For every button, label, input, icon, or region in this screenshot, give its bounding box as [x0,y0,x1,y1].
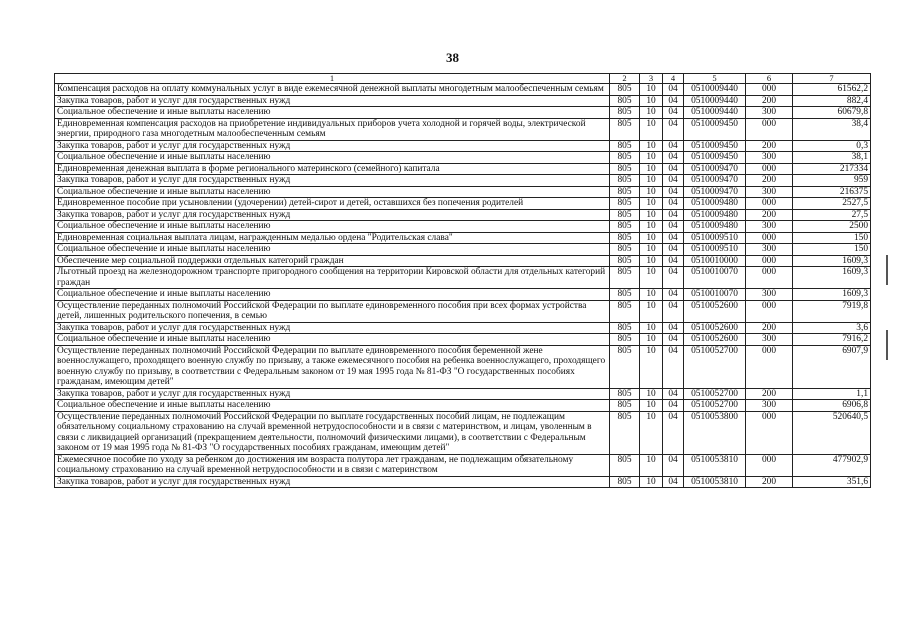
row-c2-cell: 805 [610,454,640,476]
row-c4-cell: 04 [663,300,684,322]
row-name-cell: Ежемесячное пособие по уходу за ребенком до достижения им возраста полутора лет гражданам, не подлежащим обязательному социальному страхованию на случай временной нетрудоспособности и в связи с материнством [55,454,610,476]
row-c2-cell: 805 [610,345,640,388]
row-c7-cell: 216375 [793,186,871,198]
row-c5-cell: 0510009440 [684,107,746,119]
row-c7-cell: 6906,8 [793,400,871,412]
row-c5-cell: 0510053810 [684,476,746,488]
row-name-cell: Единовременная компенсация расходов на приобретение индивидуальных приборов учета холодной и горячей воды, электрической энергии, природного газа многодетным малообеспеченным семьям [55,118,610,140]
row-c5-cell: 0510052700 [684,400,746,412]
row-name-cell: Социальное обеспечение и иные выплаты населению [55,221,610,233]
row-c5-cell: 0510010070 [684,289,746,301]
table-row [55,454,871,476]
row-name-cell: Осуществление переданных полномочий Российской Федерации по выплате государственных пособий лицам, не подлежащим обязательному социальному страхованию на случай временной нетрудоспособности и в связи с материнством, и лицам, уволенным в связи с ликвидацией организаций (прекращением деятельности, полномочий физическими лицами), в соответствии с Федеральным законом от 19 мая 1995 года № 81-ФЗ "О государственных пособиях гражданам, имеющим детей" [55,411,610,454]
row-c6-cell: 300 [746,334,793,346]
row-c4-cell: 04 [663,345,684,388]
row-c6-cell: 000 [746,454,793,476]
row-c3-cell: 10 [640,411,663,454]
table-row [55,209,871,221]
row-c3-cell: 10 [640,152,663,164]
row-c3-cell: 10 [640,95,663,107]
table-row [55,255,871,267]
row-c3-cell: 10 [640,232,663,244]
row-c2-cell: 805 [610,334,640,346]
row-c6-cell: 300 [746,221,793,233]
row-name-cell: Закупка товаров, работ и услуг для государственных нужд [55,476,610,488]
row-c2-cell: 805 [610,300,640,322]
row-c6-cell: 300 [746,400,793,412]
row-c3-cell: 10 [640,163,663,175]
row-c5-cell: 0510009480 [684,198,746,210]
table-row [55,476,871,488]
table-row [55,84,871,96]
row-c4-cell: 04 [663,163,684,175]
row-c7-cell: 61562,2 [793,84,871,96]
row-c7-cell: 150 [793,244,871,256]
row-c4-cell: 04 [663,476,684,488]
row-c7-cell: 351,6 [793,476,871,488]
table-body [55,84,871,488]
row-c4-cell: 04 [663,334,684,346]
row-c5-cell: 0510009440 [684,84,746,96]
row-c6-cell: 300 [746,289,793,301]
row-c6-cell: 200 [746,388,793,400]
row-c3-cell: 10 [640,400,663,412]
row-c3-cell: 10 [640,221,663,233]
row-c6-cell: 000 [746,198,793,210]
row-c6-cell: 300 [746,152,793,164]
row-c7-cell: 1,1 [793,388,871,400]
table-row [55,95,871,107]
table-row [55,400,871,412]
row-c3-cell: 10 [640,107,663,119]
column-header: 4 [663,74,684,84]
table-row [55,322,871,334]
row-c2-cell: 805 [610,388,640,400]
row-name-cell: Единовременная социальная выплата лицам, награжденным медалью ордена "Родительская слава" [55,232,610,244]
row-c6-cell: 200 [746,95,793,107]
row-name-cell: Закупка товаров, работ и услуг для государственных нужд [55,388,610,400]
row-c3-cell: 10 [640,198,663,210]
row-name-cell: Компенсация расходов на оплату коммунальных услуг в виде ежемесячной денежной выплаты многодетным малообеспеченным семьям [55,84,610,96]
column-header: 7 [793,74,871,84]
row-c6-cell: 000 [746,255,793,267]
row-c3-cell: 10 [640,454,663,476]
row-c6-cell: 000 [746,411,793,454]
row-c4-cell: 04 [663,255,684,267]
budget-table-container [54,73,870,488]
margin-mark [886,330,888,360]
row-name-cell: Закупка товаров, работ и услуг для государственных нужд [55,175,610,187]
table-row [55,267,871,289]
row-name-cell: Осуществление переданных полномочий Российской Федерации по выплате единовременного пособия беременной жене военнослужащего, проходящего военную службу по призыву, а также ежемесячного пособия на ребенка военнослужащего, проходящего военную службу по призыву, в соответствии с Федеральным законом от 19 мая 1995 года № 81-ФЗ "О государственных пособиях гражданам, имеющим детей" [55,345,610,388]
row-c3-cell: 10 [640,267,663,289]
table-row [55,163,871,175]
row-c7-cell: 60679,8 [793,107,871,119]
row-c5-cell: 0510052700 [684,345,746,388]
row-c6-cell: 200 [746,476,793,488]
budget-table [54,73,871,488]
column-header: 5 [684,74,746,84]
row-c4-cell: 04 [663,388,684,400]
row-name-cell: Социальное обеспечение и иные выплаты населению [55,186,610,198]
row-name-cell: Льготный проезд на железнодорожном транспорте пригородного сообщения на территории Кировской области для отдельных категорий граждан [55,267,610,289]
row-c4-cell: 04 [663,118,684,140]
row-c5-cell: 0510009470 [684,163,746,175]
row-c6-cell: 200 [746,175,793,187]
row-c4-cell: 04 [663,186,684,198]
row-c3-cell: 10 [640,209,663,221]
row-c4-cell: 04 [663,232,684,244]
row-name-cell: Социальное обеспечение и иные выплаты населению [55,289,610,301]
row-c4-cell: 04 [663,244,684,256]
row-c2-cell: 805 [610,118,640,140]
table-row [55,175,871,187]
row-c2-cell: 805 [610,411,640,454]
row-c5-cell: 0510009450 [684,118,746,140]
row-c5-cell: 0510052700 [684,388,746,400]
row-c7-cell: 520640,5 [793,411,871,454]
row-c2-cell: 805 [610,267,640,289]
table-row [55,232,871,244]
row-c7-cell: 2527,5 [793,198,871,210]
row-c4-cell: 04 [663,411,684,454]
row-c3-cell: 10 [640,84,663,96]
row-c6-cell: 000 [746,232,793,244]
row-c2-cell: 805 [610,84,640,96]
row-c7-cell: 0,3 [793,140,871,152]
row-c6-cell: 000 [746,163,793,175]
row-c7-cell: 7916,2 [793,334,871,346]
row-c4-cell: 04 [663,175,684,187]
row-c2-cell: 805 [610,232,640,244]
row-c5-cell: 0510052600 [684,334,746,346]
row-c5-cell: 0510010000 [684,255,746,267]
row-c4-cell: 04 [663,107,684,119]
row-c5-cell: 0510053810 [684,454,746,476]
row-c6-cell: 200 [746,322,793,334]
row-c7-cell: 959 [793,175,871,187]
row-c2-cell: 805 [610,186,640,198]
row-c7-cell: 150 [793,232,871,244]
row-c3-cell: 10 [640,140,663,152]
row-c7-cell: 3,6 [793,322,871,334]
row-c6-cell: 000 [746,267,793,289]
row-c5-cell: 0510010070 [684,267,746,289]
row-c4-cell: 04 [663,400,684,412]
row-name-cell: Социальное обеспечение и иные выплаты населению [55,152,610,164]
row-name-cell: Закупка товаров, работ и услуг для государственных нужд [55,140,610,152]
row-name-cell: Единовременная денежная выплата в форме регионального материнского (семейного) капитала [55,163,610,175]
row-name-cell: Социальное обеспечение и иные выплаты населению [55,334,610,346]
table-row [55,345,871,388]
row-c2-cell: 805 [610,107,640,119]
row-name-cell: Закупка товаров, работ и услуг для государственных нужд [55,209,610,221]
row-c2-cell: 805 [610,95,640,107]
row-c3-cell: 10 [640,345,663,388]
row-c5-cell: 0510053800 [684,411,746,454]
row-c4-cell: 04 [663,267,684,289]
row-c4-cell: 04 [663,221,684,233]
row-c4-cell: 04 [663,140,684,152]
row-c3-cell: 10 [640,186,663,198]
column-header: 6 [746,74,793,84]
row-c2-cell: 805 [610,140,640,152]
row-c5-cell: 0510009440 [684,95,746,107]
row-c6-cell: 300 [746,244,793,256]
row-c7-cell: 2500 [793,221,871,233]
row-c6-cell: 300 [746,186,793,198]
row-c3-cell: 10 [640,175,663,187]
row-name-cell: Социальное обеспечение и иные выплаты населению [55,400,610,412]
column-header: 1 [55,74,610,84]
column-header: 3 [640,74,663,84]
row-c3-cell: 10 [640,476,663,488]
row-c4-cell: 04 [663,209,684,221]
row-c7-cell: 217334 [793,163,871,175]
row-c6-cell: 200 [746,140,793,152]
row-c2-cell: 805 [610,163,640,175]
row-c2-cell: 805 [610,152,640,164]
row-c2-cell: 805 [610,476,640,488]
table-row [55,198,871,210]
table-row [55,152,871,164]
row-c5-cell: 0510009510 [684,232,746,244]
row-c3-cell: 10 [640,388,663,400]
row-c2-cell: 805 [610,255,640,267]
table-row [55,388,871,400]
row-c5-cell: 0510009450 [684,152,746,164]
table-row [55,221,871,233]
row-c5-cell: 0510052600 [684,300,746,322]
row-c5-cell: 0510052600 [684,322,746,334]
row-c5-cell: 0510009450 [684,140,746,152]
page-number: 38 [446,50,459,65]
table-row [55,118,871,140]
row-c6-cell: 200 [746,209,793,221]
row-c4-cell: 04 [663,289,684,301]
row-c2-cell: 805 [610,244,640,256]
row-c5-cell: 0510009470 [684,186,746,198]
row-c6-cell: 000 [746,300,793,322]
row-c3-cell: 10 [640,244,663,256]
row-c5-cell: 0510009480 [684,221,746,233]
row-c7-cell: 477902,9 [793,454,871,476]
row-c7-cell: 1609,3 [793,255,871,267]
row-c2-cell: 805 [610,400,640,412]
row-c3-cell: 10 [640,322,663,334]
row-c2-cell: 805 [610,221,640,233]
table-row [55,140,871,152]
row-name-cell: Закупка товаров, работ и услуг для государственных нужд [55,322,610,334]
row-c4-cell: 04 [663,152,684,164]
row-c6-cell: 300 [746,107,793,119]
row-name-cell: Единовременное пособие при усыновлении (удочерении) детей-сирот и детей, оставшихся без попечения родителей [55,198,610,210]
row-c2-cell: 805 [610,209,640,221]
row-c5-cell: 0510009470 [684,175,746,187]
row-c5-cell: 0510009510 [684,244,746,256]
row-c2-cell: 805 [610,322,640,334]
table-row [55,289,871,301]
row-c3-cell: 10 [640,334,663,346]
row-c4-cell: 04 [663,454,684,476]
row-name-cell: Осуществление переданных полномочий Российской Федерации по выплате единовременного пособия при всех формах устройства детей, лишенных родительского попечения, в семью [55,300,610,322]
row-c7-cell: 27,5 [793,209,871,221]
row-name-cell: Социальное обеспечение и иные выплаты населению [55,244,610,256]
row-c6-cell: 000 [746,84,793,96]
column-header: 2 [610,74,640,84]
row-name-cell: Закупка товаров, работ и услуг для государственных нужд [55,95,610,107]
row-c7-cell: 882,4 [793,95,871,107]
row-c4-cell: 04 [663,322,684,334]
column-number-row [55,74,871,84]
row-c3-cell: 10 [640,118,663,140]
row-c2-cell: 805 [610,289,640,301]
row-c7-cell: 38,1 [793,152,871,164]
row-c2-cell: 805 [610,175,640,187]
row-name-cell: Обеспечение мер социальной поддержки отдельных категорий граждан [55,255,610,267]
row-c4-cell: 04 [663,95,684,107]
row-c6-cell: 000 [746,345,793,388]
table-row [55,244,871,256]
table-row [55,334,871,346]
row-c6-cell: 000 [746,118,793,140]
row-c3-cell: 10 [640,255,663,267]
row-c7-cell: 7919,8 [793,300,871,322]
row-c7-cell: 6907,9 [793,345,871,388]
row-name-cell: Социальное обеспечение и иные выплаты населению [55,107,610,119]
row-c2-cell: 805 [610,198,640,210]
row-c7-cell: 1609,3 [793,267,871,289]
table-row [55,107,871,119]
margin-mark [886,255,888,285]
row-c7-cell: 38,4 [793,118,871,140]
row-c5-cell: 0510009480 [684,209,746,221]
row-c4-cell: 04 [663,198,684,210]
row-c4-cell: 04 [663,84,684,96]
row-c3-cell: 10 [640,300,663,322]
row-c7-cell: 1609,3 [793,289,871,301]
table-row [55,300,871,322]
row-c3-cell: 10 [640,289,663,301]
table-row [55,186,871,198]
table-row [55,411,871,454]
